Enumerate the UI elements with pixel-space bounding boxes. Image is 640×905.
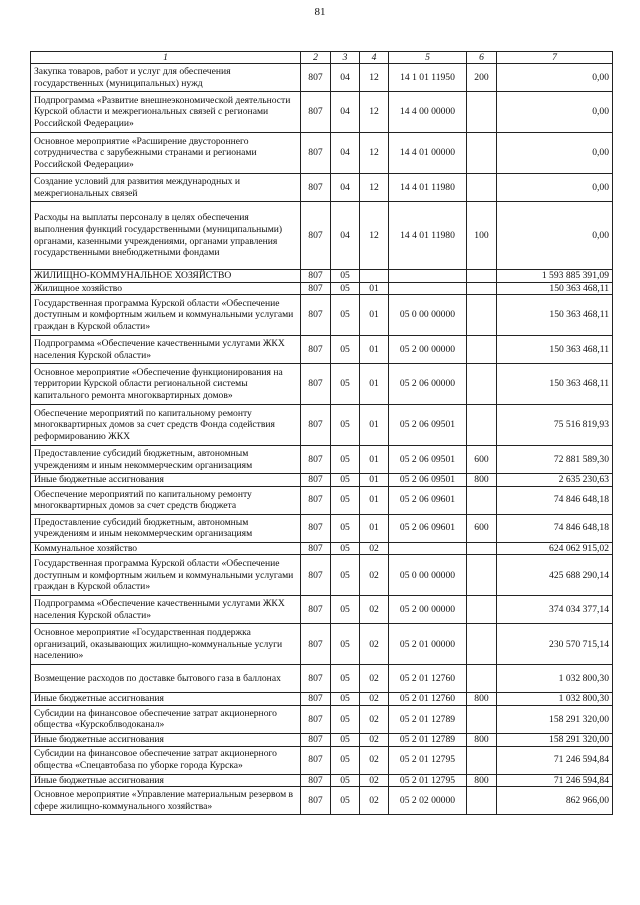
row-c7-cell: 2 635 230,63 <box>497 474 613 487</box>
row-c7-cell: 230 570 715,14 <box>497 624 613 665</box>
row-c3-cell: 05 <box>331 336 360 364</box>
row-c2-cell: 807 <box>301 624 331 665</box>
row-c6-cell <box>467 336 497 364</box>
row-c7-cell: 72 881 589,30 <box>497 446 613 474</box>
row-c6-cell <box>467 270 497 283</box>
row-c5-cell: 14 1 01 11950 <box>389 64 467 92</box>
row-c2-cell: 807 <box>301 202 331 270</box>
row-c2-cell: 807 <box>301 596 331 624</box>
table-row <box>31 787 613 815</box>
row-c5-cell: 05 2 00 00000 <box>389 336 467 364</box>
row-c2-cell: 807 <box>301 665 331 693</box>
header-row <box>31 52 613 64</box>
row-c6-cell: 200 <box>467 64 497 92</box>
row-c4-cell: 02 <box>360 596 389 624</box>
row-c2-cell: 807 <box>301 486 331 514</box>
table-row <box>31 446 613 474</box>
row-c2-cell: 807 <box>301 364 331 405</box>
row-c5-cell: 05 2 01 00000 <box>389 624 467 665</box>
row-c5-cell <box>389 282 467 295</box>
row-c2-cell: 807 <box>301 446 331 474</box>
row-c7-cell: 1 032 800,30 <box>497 693 613 706</box>
table-row <box>31 733 613 746</box>
header-col-1: 1 <box>31 52 301 64</box>
row-c6-cell <box>467 92 497 133</box>
table-row <box>31 555 613 596</box>
table-row <box>31 282 613 295</box>
header-col-4: 4 <box>360 52 389 64</box>
row-c5-cell: 14 4 00 00000 <box>389 92 467 133</box>
row-name-cell: Обеспечение мероприятий по капитальному ремонту многоквартирных домов за счет средств Фонда содействия реформированию ЖКХ <box>31 405 301 446</box>
row-c3-cell: 05 <box>331 486 360 514</box>
table-row <box>31 665 613 693</box>
row-c6-cell <box>467 174 497 202</box>
row-name-cell: Субсидии на финансовое обеспечение затрат акционерного общества «Спецавтобаза по уборке города Курска» <box>31 746 301 774</box>
row-name-cell: Подпрограмма «Обеспечение качественными услугами ЖКХ населения Курской области» <box>31 596 301 624</box>
row-c3-cell: 05 <box>331 665 360 693</box>
row-c7-cell: 158 291 320,00 <box>497 705 613 733</box>
row-c5-cell: 14 4 01 11980 <box>389 202 467 270</box>
row-c7-cell: 150 363 468,11 <box>497 364 613 405</box>
row-c7-cell: 425 688 290,14 <box>497 555 613 596</box>
row-c5-cell <box>389 270 467 283</box>
row-c7-cell: 150 363 468,11 <box>497 336 613 364</box>
row-name-cell: Подпрограмма «Обеспечение качественными услугами ЖКХ населения Курской области» <box>31 336 301 364</box>
row-name-cell: Расходы на выплаты персоналу в целях обеспечения выполнения функций государственными (муниципальными) органами, казенными учреждениями, органами управления государственными внебюджетными фондами <box>31 202 301 270</box>
header-col-3: 3 <box>331 52 360 64</box>
row-c3-cell: 05 <box>331 774 360 787</box>
header-col-7: 7 <box>497 52 613 64</box>
table-row <box>31 542 613 555</box>
row-c3-cell: 05 <box>331 405 360 446</box>
row-c6-cell <box>467 364 497 405</box>
table-row <box>31 202 613 270</box>
row-c5-cell: 14 4 01 11980 <box>389 174 467 202</box>
row-c4-cell: 01 <box>360 364 389 405</box>
row-c5-cell: 05 2 02 00000 <box>389 787 467 815</box>
row-c3-cell: 05 <box>331 270 360 283</box>
table-row <box>31 364 613 405</box>
row-c4-cell: 02 <box>360 733 389 746</box>
row-c6-cell <box>467 665 497 693</box>
row-c6-cell: 600 <box>467 514 497 542</box>
row-c5-cell: 05 2 06 09601 <box>389 514 467 542</box>
row-c5-cell: 05 2 06 09501 <box>389 405 467 446</box>
row-c4-cell: 02 <box>360 787 389 815</box>
row-c5-cell: 05 0 00 00000 <box>389 555 467 596</box>
row-c2-cell: 807 <box>301 555 331 596</box>
row-c4-cell: 12 <box>360 202 389 270</box>
row-c6-cell: 800 <box>467 774 497 787</box>
row-c2-cell: 807 <box>301 336 331 364</box>
row-c6-cell: 600 <box>467 446 497 474</box>
row-c3-cell: 05 <box>331 555 360 596</box>
row-c2-cell: 807 <box>301 693 331 706</box>
row-name-cell: Иные бюджетные ассигнования <box>31 774 301 787</box>
row-c5-cell: 05 2 01 12760 <box>389 693 467 706</box>
row-name-cell: Возмещение расходов по доставке бытового газа в баллонах <box>31 665 301 693</box>
row-c3-cell: 05 <box>331 542 360 555</box>
header-col-6: 6 <box>467 52 497 64</box>
row-c4-cell: 02 <box>360 542 389 555</box>
table-row <box>31 746 613 774</box>
table-row <box>31 474 613 487</box>
row-c2-cell: 807 <box>301 787 331 815</box>
row-c2-cell: 807 <box>301 514 331 542</box>
row-c5-cell: 05 2 01 12789 <box>389 705 467 733</box>
row-c4-cell: 02 <box>360 693 389 706</box>
row-name-cell: Жилищное хозяйство <box>31 282 301 295</box>
row-c2-cell: 807 <box>301 133 331 174</box>
row-c3-cell: 05 <box>331 705 360 733</box>
row-c6-cell: 800 <box>467 474 497 487</box>
table-row <box>31 64 613 92</box>
row-c4-cell: 01 <box>360 486 389 514</box>
row-c3-cell: 05 <box>331 596 360 624</box>
row-c7-cell: 74 846 648,18 <box>497 514 613 542</box>
budget-table <box>30 51 613 815</box>
row-c4-cell: 02 <box>360 705 389 733</box>
table-row <box>31 295 613 336</box>
row-c3-cell: 04 <box>331 92 360 133</box>
row-c7-cell: 75 516 819,93 <box>497 405 613 446</box>
row-c6-cell <box>467 705 497 733</box>
row-c3-cell: 05 <box>331 474 360 487</box>
row-name-cell: Предоставление субсидий бюджетным, автономным учреждениям и иным некоммерческим организациям <box>31 446 301 474</box>
row-c2-cell: 807 <box>301 92 331 133</box>
header-col-2: 2 <box>301 52 331 64</box>
row-name-cell: Государственная программа Курской области «Обеспечение доступным и комфортным жильем и коммунальными услугами граждан в Курской области» <box>31 295 301 336</box>
row-c4-cell: 02 <box>360 665 389 693</box>
row-c7-cell: 1 032 800,30 <box>497 665 613 693</box>
row-c4-cell: 12 <box>360 133 389 174</box>
row-c4-cell: 01 <box>360 336 389 364</box>
row-c5-cell: 05 2 06 09501 <box>389 446 467 474</box>
row-c7-cell: 150 363 468,11 <box>497 282 613 295</box>
row-c7-cell: 0,00 <box>497 92 613 133</box>
row-c7-cell: 624 062 915,02 <box>497 542 613 555</box>
header-col-5: 5 <box>389 52 467 64</box>
row-c2-cell: 807 <box>301 270 331 283</box>
row-c3-cell: 04 <box>331 64 360 92</box>
row-name-cell: Создание условий для развития международных и межрегиональных связей <box>31 174 301 202</box>
table-row <box>31 774 613 787</box>
table-row <box>31 405 613 446</box>
row-c4-cell: 12 <box>360 174 389 202</box>
row-c2-cell: 807 <box>301 282 331 295</box>
row-name-cell: Закупка товаров, работ и услуг для обеспечения государственных (муниципальных) нужд <box>31 64 301 92</box>
row-c7-cell: 0,00 <box>497 133 613 174</box>
row-name-cell: Коммунальное хозяйство <box>31 542 301 555</box>
row-c4-cell: 02 <box>360 746 389 774</box>
row-c3-cell: 05 <box>331 295 360 336</box>
row-c6-cell <box>467 596 497 624</box>
row-c4-cell: 12 <box>360 64 389 92</box>
row-c7-cell: 74 846 648,18 <box>497 486 613 514</box>
row-c5-cell: 05 2 00 00000 <box>389 596 467 624</box>
row-c7-cell: 862 966,00 <box>497 787 613 815</box>
row-c4-cell: 01 <box>360 474 389 487</box>
row-c3-cell: 05 <box>331 787 360 815</box>
row-c4-cell: 01 <box>360 405 389 446</box>
row-c5-cell: 05 2 06 09601 <box>389 486 467 514</box>
row-c2-cell: 807 <box>301 64 331 92</box>
row-c7-cell: 71 246 594,84 <box>497 746 613 774</box>
row-c7-cell: 0,00 <box>497 202 613 270</box>
row-name-cell: Основное мероприятие «Расширение двустороннего сотрудничества с зарубежными странами и регионами Российской Федерации» <box>31 133 301 174</box>
row-c6-cell <box>467 133 497 174</box>
row-name-cell: Иные бюджетные ассигнования <box>31 474 301 487</box>
row-c6-cell <box>467 746 497 774</box>
row-c3-cell: 04 <box>331 133 360 174</box>
row-c5-cell: 05 2 06 09501 <box>389 474 467 487</box>
row-c2-cell: 807 <box>301 542 331 555</box>
row-c7-cell: 1 593 885 391,09 <box>497 270 613 283</box>
row-c4-cell: 01 <box>360 514 389 542</box>
row-c5-cell: 05 2 01 12795 <box>389 774 467 787</box>
row-c5-cell: 05 2 01 12760 <box>389 665 467 693</box>
row-name-cell: Основное мероприятие «Обеспечение функционирования на территории Курской области региональной системы капитального ремонта многоквартирных домов» <box>31 364 301 405</box>
table-row <box>31 693 613 706</box>
row-c2-cell: 807 <box>301 295 331 336</box>
table-row <box>31 174 613 202</box>
row-c6-cell <box>467 542 497 555</box>
row-name-cell: Государственная программа Курской области «Обеспечение доступным и комфортным жильем и коммунальными услугами граждан в Курской области» <box>31 555 301 596</box>
row-c7-cell: 71 246 594,84 <box>497 774 613 787</box>
row-name-cell: Иные бюджетные ассигнования <box>31 733 301 746</box>
row-c5-cell: 14 4 01 00000 <box>389 133 467 174</box>
row-name-cell: Обеспечение мероприятий по капитальному ремонту многоквартирных домов за счет средств бюджета <box>31 486 301 514</box>
row-c6-cell: 800 <box>467 693 497 706</box>
row-c7-cell: 158 291 320,00 <box>497 733 613 746</box>
row-c4-cell: 02 <box>360 555 389 596</box>
row-c3-cell: 05 <box>331 514 360 542</box>
row-c7-cell: 0,00 <box>497 174 613 202</box>
row-c4-cell: 02 <box>360 624 389 665</box>
row-c4-cell: 01 <box>360 295 389 336</box>
table-row <box>31 596 613 624</box>
row-c2-cell: 807 <box>301 474 331 487</box>
row-c6-cell <box>467 624 497 665</box>
row-name-cell: Подпрограмма «Развитие внешнеэкономической деятельности Курской области и межрегиональных связей с регионами Российской Федерации» <box>31 92 301 133</box>
table-row <box>31 624 613 665</box>
row-c3-cell: 05 <box>331 746 360 774</box>
table-row <box>31 486 613 514</box>
row-name-cell: ЖИЛИЩНО-КОММУНАЛЬНОЕ ХОЗЯЙСТВО <box>31 270 301 283</box>
table-row <box>31 336 613 364</box>
table-row <box>31 705 613 733</box>
table-row <box>31 514 613 542</box>
row-c3-cell: 05 <box>331 624 360 665</box>
row-name-cell: Иные бюджетные ассигнования <box>31 693 301 706</box>
row-c6-cell <box>467 787 497 815</box>
row-c6-cell <box>467 555 497 596</box>
row-name-cell: Субсидии на финансовое обеспечение затрат акционерного общества «Курскоблводоканал» <box>31 705 301 733</box>
row-c2-cell: 807 <box>301 774 331 787</box>
table-row <box>31 270 613 283</box>
row-c7-cell: 374 034 377,14 <box>497 596 613 624</box>
row-c5-cell: 05 0 00 00000 <box>389 295 467 336</box>
row-c6-cell <box>467 405 497 446</box>
row-c4-cell <box>360 270 389 283</box>
row-c7-cell: 150 363 468,11 <box>497 295 613 336</box>
row-c3-cell: 04 <box>331 174 360 202</box>
row-c3-cell: 04 <box>331 202 360 270</box>
row-name-cell: Основное мероприятие «Государственная поддержка организаций, оказывающих жилищно-коммунальные услуги населению» <box>31 624 301 665</box>
row-c4-cell: 01 <box>360 282 389 295</box>
row-c6-cell <box>467 486 497 514</box>
table-row <box>31 133 613 174</box>
row-c2-cell: 807 <box>301 405 331 446</box>
page-number: 81 <box>314 6 326 18</box>
row-c7-cell: 0,00 <box>497 64 613 92</box>
row-c2-cell: 807 <box>301 733 331 746</box>
row-c5-cell: 05 2 06 00000 <box>389 364 467 405</box>
row-c4-cell: 01 <box>360 446 389 474</box>
row-c2-cell: 807 <box>301 705 331 733</box>
row-c5-cell <box>389 542 467 555</box>
row-name-cell: Предоставление субсидий бюджетным, автономным учреждениям и иным некоммерческим организациям <box>31 514 301 542</box>
row-c6-cell: 800 <box>467 733 497 746</box>
row-c4-cell: 12 <box>360 92 389 133</box>
row-c3-cell: 05 <box>331 693 360 706</box>
row-c6-cell <box>467 295 497 336</box>
row-c3-cell: 05 <box>331 364 360 405</box>
row-c3-cell: 05 <box>331 733 360 746</box>
row-c6-cell: 100 <box>467 202 497 270</box>
row-c4-cell: 02 <box>360 774 389 787</box>
row-c3-cell: 05 <box>331 446 360 474</box>
row-name-cell: Основное мероприятие «Управление материальным резервом в сфере жилищно-коммунального хозяйства» <box>31 787 301 815</box>
row-c5-cell: 05 2 01 12795 <box>389 746 467 774</box>
table-row <box>31 92 613 133</box>
row-c3-cell: 05 <box>331 282 360 295</box>
row-c2-cell: 807 <box>301 746 331 774</box>
row-c2-cell: 807 <box>301 174 331 202</box>
row-c5-cell: 05 2 01 12789 <box>389 733 467 746</box>
row-c6-cell <box>467 282 497 295</box>
